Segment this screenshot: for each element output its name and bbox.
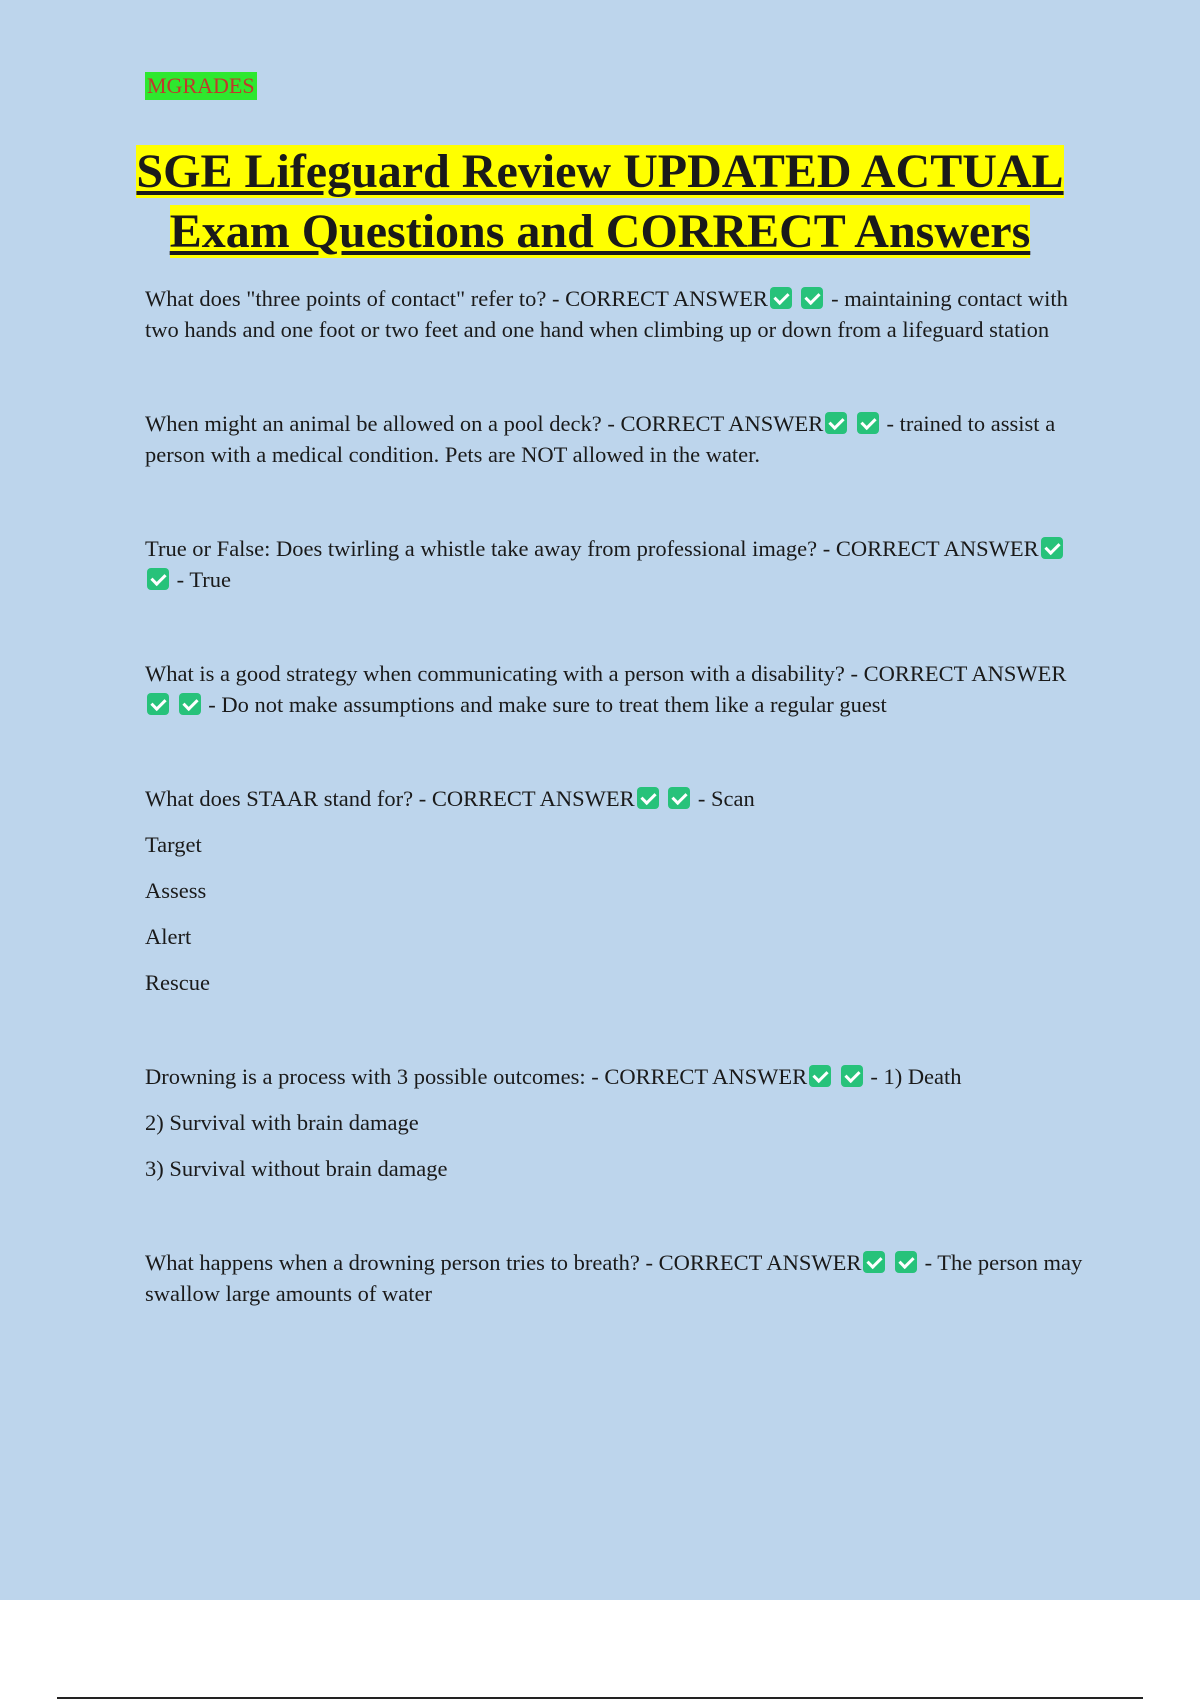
question-text: What does STAAR stand for? - [145,786,427,811]
footer-divider [57,1697,1143,1699]
qa-item [145,533,1090,595]
answer-marker: CORRECT ANSWER [565,286,768,311]
check-box-icon [895,1251,917,1273]
answer-text: - Do not make assumptions and make sure to treat them like a regular guest [208,692,887,717]
brand-label: MGRADES [147,73,255,98]
check-box-icon [668,787,690,809]
answer-marker: CORRECT ANSWER [604,1064,808,1089]
question-text: When might an animal be allowed on a pool deck? - [145,411,615,436]
check-box-icon [825,412,847,434]
question-text: Drowning is a process with 3 possible outcomes: - [145,1064,599,1089]
qa-item [145,1061,1090,1092]
answer-text: - 1) Death [870,1064,962,1089]
title-line-2: Exam Questions and CORRECT Answers [169,205,1031,258]
question-text: What happens when a drowning person tries to breath? - [145,1250,653,1275]
check-box-icon [1041,537,1063,559]
answer-line: 3) Survival without brain damage [145,1156,448,1181]
qa-item [145,658,1090,720]
answer-text: - Scan [697,786,755,811]
answer-line: Alert [145,924,192,949]
title-line-1: SGE Lifeguard Review UPDATED ACTUAL [136,145,1064,198]
answer-text: - maintaining contact with two hands and one foot or two feet and one hand when climbing up or down from a lifeguard station [145,286,1068,342]
answer-marker: CORRECT ANSWER [431,786,635,811]
answer-marker: CORRECT ANSWER [620,411,824,436]
answer-marker: CORRECT ANSWER [863,661,1067,686]
check-box-icon [770,287,792,309]
answer-line: Rescue [145,970,210,995]
check-box-icon [637,787,659,809]
qa-item [145,408,1090,470]
question-text: True or False: Does twirling a whistle take away from professional image? - [145,536,831,561]
answer-line: 2) Survival with brain damage [145,1110,419,1135]
answer-text: - trained to assist a person with a medical condition. Pets are NOT allowed in the water. [145,411,1056,467]
answer-marker: CORRECT ANSWER [835,536,1039,561]
qa-item [145,283,1090,345]
page-title [120,142,1080,262]
check-box-icon [857,412,879,434]
check-box-icon [809,1065,831,1087]
question-text: What is a good strategy when communicating with a person with a disability? - [145,661,858,686]
qa-item [145,783,1090,814]
question-text: What does "three points of contact" refer to? - [145,286,560,311]
answer-line: Assess [145,878,207,903]
qa-item [145,1247,1090,1309]
check-box-icon [801,287,823,309]
answer-text: - The person may swallow large amounts of water [145,1250,1083,1306]
answer-line: Target [145,832,202,857]
answer-marker: CORRECT ANSWER [658,1250,862,1275]
check-box-icon [841,1065,863,1087]
check-box-icon [863,1251,885,1273]
answer-text: - True [176,567,232,592]
check-box-icon [179,693,201,715]
qa-list [145,283,1090,1309]
check-box-icon [147,568,169,590]
check-box-icon [147,693,169,715]
